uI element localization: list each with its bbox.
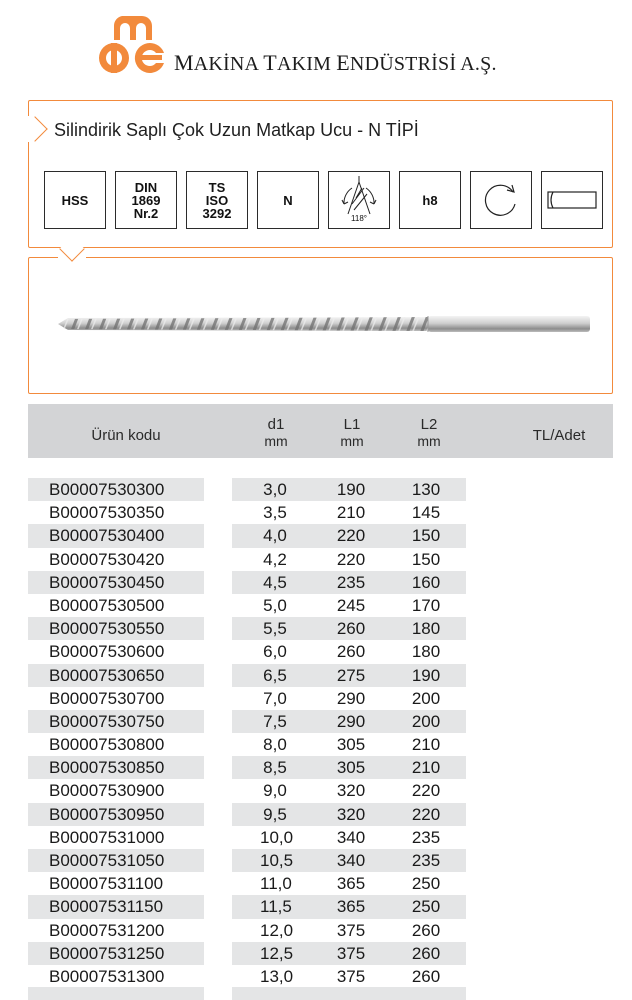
header-d1-label: d1 (267, 416, 285, 433)
cell-l2: 220 (411, 781, 441, 801)
spec-ts-line: ISO (205, 192, 229, 208)
cell-d1: 3,0 (263, 480, 287, 499)
cell-code: B00007531100 (49, 874, 164, 894)
cell-l1: 375 (336, 966, 366, 986)
cell-l1: 260 (336, 642, 366, 662)
cell-l1: 365 (336, 897, 366, 917)
cell-l1: 375 (336, 943, 366, 963)
cell-l2: 145 (411, 503, 441, 523)
drill-bit-image (56, 306, 596, 342)
cell-d1: 13,0 (260, 966, 294, 986)
spec-ts-box (186, 171, 248, 229)
table-row (28, 687, 613, 710)
table-row (28, 548, 613, 571)
spec-material-box (44, 171, 106, 229)
cell-l1: 235 (336, 572, 366, 592)
header-l1 (328, 417, 376, 449)
cell-code: B00007530950 (49, 804, 165, 824)
cell-l1: 290 (336, 711, 366, 731)
cell-code: B00007531200 (49, 920, 165, 940)
cell-d1: 5,5 (263, 619, 287, 639)
cell-code: B00007531050 (49, 851, 165, 870)
cell-l2: 160 (411, 572, 441, 592)
cell-l1: 320 (336, 804, 366, 824)
header-l2-unit: mm (417, 433, 441, 449)
header-d1 (252, 417, 300, 449)
cell-code: B00007531250 (49, 943, 165, 963)
spec-shank-box (541, 171, 603, 229)
table-row (28, 919, 613, 942)
cylindrical-shank-icon (544, 185, 600, 215)
cell-code: B00007530750 (49, 711, 165, 731)
cell-d1: 4,2 (263, 549, 287, 569)
table-tail-shade (28, 987, 204, 1000)
cell-l2: 210 (411, 735, 441, 755)
cell-code: B00007530700 (49, 688, 165, 708)
cell-l2: 200 (411, 711, 441, 731)
cell-l1: 305 (336, 735, 366, 755)
cell-code: B00007530450 (49, 572, 165, 592)
table-row (28, 965, 613, 988)
table-row (28, 710, 613, 733)
cell-code: B00007530650 (49, 665, 165, 685)
company-name (174, 50, 497, 76)
spec-material: HSS (61, 192, 89, 208)
cell-l2: 150 (411, 526, 441, 546)
spec-din-box (115, 171, 177, 229)
cell-l2: 210 (411, 758, 441, 778)
table-row (28, 872, 613, 895)
cell-l1: 245 (336, 595, 366, 615)
cell-l2: 180 (411, 642, 441, 662)
cell-d1: 10,5 (260, 851, 294, 870)
table-row (28, 664, 613, 687)
table-row (28, 617, 613, 640)
spec-point-angle-box (328, 171, 390, 229)
spec-type-box (257, 171, 319, 229)
cell-l2: 235 (411, 827, 441, 847)
spec-tolerance-box (399, 171, 461, 229)
cell-l2: 130 (411, 480, 441, 499)
cell-code: B00007530350 (49, 503, 165, 523)
cell-d1: 5,0 (263, 595, 287, 615)
cell-d1: 4,5 (263, 572, 287, 592)
clockwise-rotation-icon (479, 178, 523, 222)
cell-l2: 180 (411, 619, 441, 639)
cell-l1: 305 (336, 758, 366, 778)
header-code: Ürün kodu (91, 427, 161, 444)
cell-code: B00007530900 (49, 781, 165, 801)
cell-d1: 4,0 (263, 526, 287, 546)
cell-l2: 260 (411, 920, 441, 940)
cell-l2: 200 (411, 688, 441, 708)
cell-l1: 340 (336, 827, 366, 847)
cell-code: B00007530500 (49, 595, 165, 615)
company-name-part: AKIM (276, 53, 337, 75)
table-row (28, 571, 613, 594)
cell-d1: 12,0 (260, 920, 294, 940)
cell-l2: 260 (411, 966, 441, 986)
company-name-part: AKİNA (193, 53, 264, 75)
cell-l1: 340 (336, 851, 366, 870)
company-name-part: M (174, 50, 194, 75)
cell-l1: 260 (336, 619, 366, 639)
header-price: TL/Adet (532, 427, 586, 444)
company-name-part: E (336, 50, 350, 75)
spec-din-line: 1869 (131, 192, 161, 208)
table-row (28, 478, 613, 501)
cell-l1: 365 (336, 874, 366, 894)
cell-code: B00007530400 (49, 526, 165, 546)
cell-code: B00007531300 (49, 966, 165, 986)
cell-d1: 8,0 (263, 735, 287, 755)
cell-d1: 6,5 (263, 665, 287, 685)
cell-d1: 3,5 (263, 503, 287, 523)
cell-l1: 190 (336, 480, 366, 499)
spec-ts-line: TS (208, 179, 226, 195)
cell-l2: 235 (411, 851, 441, 870)
table-row (28, 524, 613, 547)
cell-l1: 275 (336, 665, 366, 685)
cell-l2: 250 (411, 897, 441, 917)
cell-l2: 260 (411, 943, 441, 963)
header-l1-label: L1 (343, 416, 361, 433)
spec-ts-line: 3292 (202, 205, 232, 221)
cell-d1: 6,0 (263, 642, 287, 662)
table-row (28, 779, 613, 802)
table-body (28, 478, 613, 988)
cell-l1: 220 (336, 526, 366, 546)
company-name-part: NDÜSTRİSİ A.Ş. (349, 53, 497, 75)
table-row (28, 501, 613, 524)
cell-d1: 10,0 (260, 827, 294, 847)
cell-l1: 210 (336, 503, 366, 523)
cell-code: B00007531000 (49, 827, 165, 847)
cell-d1: 9,0 (263, 781, 287, 801)
table-header (28, 404, 613, 458)
header-l2-label: L2 (420, 416, 438, 433)
company-name-part: T (263, 50, 277, 75)
table-row (28, 826, 613, 849)
cell-d1: 7,5 (263, 711, 287, 731)
cell-code: B00007530800 (49, 735, 165, 755)
table-row (28, 895, 613, 918)
cell-d1: 9,5 (263, 804, 287, 824)
cell-l2: 190 (411, 665, 441, 685)
table-row (28, 756, 613, 779)
cell-code: B00007530550 (49, 619, 165, 639)
spec-din-line: DIN (134, 179, 158, 195)
header-l1-unit: mm (340, 433, 364, 449)
product-title: Silindirik Saplı Çok Uzun Matkap Ucu - N TİPİ (54, 120, 419, 140)
cell-d1: 11,5 (260, 897, 292, 917)
cell-code: B00007530300 (49, 480, 165, 499)
company-logo (96, 12, 168, 76)
table-row (28, 594, 613, 617)
cell-l1: 320 (336, 781, 366, 801)
table-row (28, 803, 613, 826)
cell-d1: 7,0 (263, 688, 287, 708)
cell-d1: 11,0 (260, 874, 292, 894)
table-row (28, 733, 613, 756)
table-row (28, 942, 613, 965)
cell-l2: 250 (411, 874, 441, 894)
spec-tolerance: h8 (422, 192, 438, 208)
spec-type: N (283, 192, 293, 208)
header-d1-unit: mm (264, 433, 288, 449)
table-row (28, 640, 613, 663)
cell-code: B00007530600 (49, 642, 165, 662)
cell-d1: 8,5 (263, 758, 287, 778)
cell-l2: 170 (411, 595, 441, 615)
table-tail-shade (232, 987, 466, 1000)
cell-l1: 290 (336, 688, 366, 708)
cell-code: B00007530850 (49, 758, 165, 778)
spec-din-line: Nr.2 (133, 205, 159, 221)
header-l2 (405, 417, 453, 449)
table-row (28, 849, 613, 872)
cell-l1: 220 (336, 549, 366, 569)
cell-code: B00007530420 (49, 549, 165, 569)
cell-code: B00007531150 (49, 897, 164, 917)
spec-point-angle: 118° (351, 214, 367, 223)
cell-l1: 375 (336, 920, 366, 940)
cell-l2: 220 (411, 804, 441, 824)
spec-rotation-box (470, 171, 532, 229)
cell-d1: 12,5 (260, 943, 294, 963)
cell-l2: 150 (411, 549, 441, 569)
